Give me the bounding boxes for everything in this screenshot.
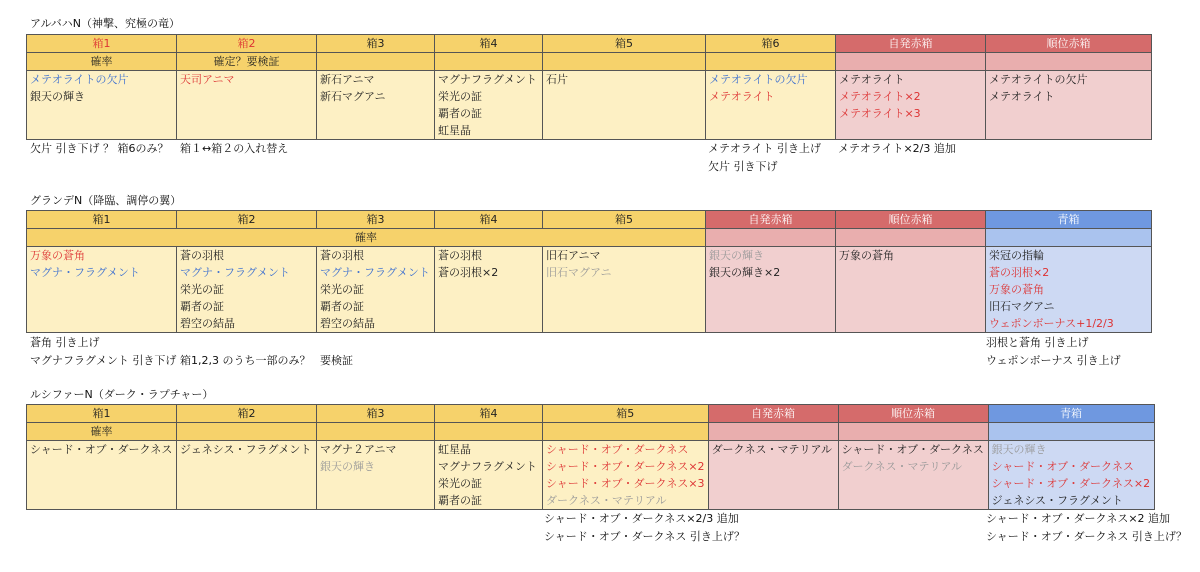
s3-cell[interactable]	[27, 475, 177, 492]
s1-cell[interactable]	[986, 105, 1152, 122]
s2-note: マグナフラグメント 引き下げ	[30, 354, 177, 367]
s2-cell[interactable]	[706, 298, 836, 315]
s2-cell[interactable]	[836, 315, 986, 333]
s2-cell[interactable]: 銀天の輝き	[706, 247, 836, 265]
s2-header-box4[interactable]: 箱4	[435, 211, 543, 229]
s3-note: シャード・オブ・ダークネス×2 追加	[986, 512, 1171, 525]
s2-cell[interactable]	[27, 315, 177, 333]
s3-cell[interactable]: マグナ２アニマ	[317, 441, 435, 459]
s2-header-box5[interactable]: 箱5	[543, 211, 706, 229]
s2-cell[interactable]: 蒼の羽根	[177, 247, 317, 265]
s2-note: 蒼角 引き上げ	[30, 336, 100, 349]
s1-header-box3[interactable]: 箱3	[317, 35, 435, 53]
s2-cell[interactable]	[836, 281, 986, 298]
s2-note: 羽根と蒼角 引き上げ	[986, 336, 1089, 349]
s3-header-box2[interactable]: 箱2	[177, 405, 317, 423]
s1-cell[interactable]: メテオライトの欠片	[27, 71, 177, 89]
s1-cell[interactable]	[543, 105, 706, 122]
s2-cell[interactable]	[706, 281, 836, 298]
s3-cell[interactable]	[317, 475, 435, 492]
s3-cell[interactable]: シャード・オブ・ダークネス	[838, 441, 988, 459]
s3-sub-empty[interactable]	[177, 423, 317, 441]
s2-cell[interactable]: 碧空の結晶	[317, 315, 435, 333]
s3-header-box3[interactable]: 箱3	[317, 405, 435, 423]
s1-cell[interactable]	[836, 122, 986, 140]
s1-cell[interactable]	[177, 88, 317, 105]
s1-cell[interactable]: メテオライト×3	[836, 105, 986, 122]
s2-header-box1[interactable]: 箱1	[27, 211, 177, 229]
s2-sub-probability[interactable]: 確率	[27, 229, 706, 247]
s2-cell[interactable]: 銀天の輝き×2	[706, 264, 836, 281]
s2-cell[interactable]: 覇者の証	[177, 298, 317, 315]
s2-cell[interactable]: 旧石マグアニ	[986, 298, 1152, 315]
s2-cell[interactable]: 蒼の羽根×2	[986, 264, 1152, 281]
s2-cell[interactable]: 万象の蒼角	[836, 247, 986, 265]
s3-note: シャード・オブ・ダークネス×2/3 追加	[544, 512, 739, 525]
s1-sub-empty[interactable]	[986, 53, 1152, 71]
s2-cell[interactable]: 栄光の証	[317, 281, 435, 298]
s2-cell[interactable]: 碧空の結晶	[177, 315, 317, 333]
s3-cell[interactable]: シャード・オブ・ダークネス×2	[988, 475, 1154, 492]
s3-sub-empty[interactable]	[838, 423, 988, 441]
s1-note: 欠片 引き下げ ？ 箱6のみ？	[30, 142, 169, 155]
s2-header-rank-red[interactable]: 順位赤箱	[836, 211, 986, 229]
s1-sub-confirm[interactable]: 確定？要検証	[177, 53, 317, 71]
s3-note: シャード・オブ・ダークネス 引き上げ？	[544, 530, 745, 543]
s2-header-blue[interactable]: 青箱	[986, 211, 1152, 229]
section2-table	[26, 210, 1152, 333]
s2-cell[interactable]: ウェポンボーナス+1/2/3	[986, 315, 1152, 333]
s3-cell[interactable]: ダークネス・マテリアル	[838, 458, 988, 475]
s3-cell[interactable]	[177, 492, 317, 510]
s2-note: 箱1,2,3 のうち一部のみ？	[180, 354, 311, 367]
s3-sub-empty[interactable]	[435, 423, 543, 441]
section3-table	[26, 404, 1155, 510]
s2-sub-empty[interactable]	[986, 229, 1152, 247]
s3-sub-empty[interactable]	[543, 423, 709, 441]
s2-cell[interactable]	[543, 315, 706, 333]
s2-cell[interactable]	[27, 298, 177, 315]
s2-cell[interactable]	[435, 281, 543, 298]
s1-cell[interactable]: 新石マグアニ	[317, 88, 435, 105]
s1-sub-probability[interactable]: 確率	[27, 53, 177, 71]
s2-cell[interactable]: 万象の蒼角	[27, 247, 177, 265]
s2-cell[interactable]: マグナ・フラグメント	[317, 264, 435, 281]
s3-cell[interactable]	[27, 458, 177, 475]
s1-cell[interactable]: メテオライト×2	[836, 88, 986, 105]
s3-cell[interactable]	[177, 458, 317, 475]
s3-cell[interactable]: シャード・オブ・ダークネス×2	[543, 458, 709, 475]
s3-cell[interactable]: シャード・オブ・ダークネス×3	[543, 475, 709, 492]
s1-header-box5[interactable]: 箱5	[543, 35, 706, 53]
s1-sub-empty[interactable]	[435, 53, 543, 71]
s3-sub-probability[interactable]: 確率	[27, 423, 177, 441]
s1-header-box2[interactable]: 箱2	[177, 35, 317, 53]
s1-cell[interactable]	[317, 122, 435, 140]
s3-cell[interactable]: シャード・オブ・ダークネス	[988, 458, 1154, 475]
s2-cell[interactable]: マグナ・フラグメント	[177, 264, 317, 281]
s1-cell[interactable]: 虹星晶	[435, 122, 543, 140]
s1-cell[interactable]: 覇者の証	[435, 105, 543, 122]
s2-cell[interactable]: 蒼の羽根×2	[435, 264, 543, 281]
s3-cell[interactable]	[708, 492, 838, 510]
s1-cell[interactable]	[543, 122, 706, 140]
s1-sub-empty[interactable]	[317, 53, 435, 71]
s1-cell[interactable]: メテオライトの欠片	[706, 71, 836, 89]
s2-cell[interactable]	[27, 281, 177, 298]
s3-cell[interactable]: 覇者の証	[435, 492, 543, 510]
s1-cell[interactable]	[177, 122, 317, 140]
s3-cell[interactable]: ダークネス・マテリアル	[708, 441, 838, 459]
s3-cell[interactable]: 栄光の証	[435, 475, 543, 492]
s2-cell[interactable]	[706, 315, 836, 333]
s2-cell[interactable]	[435, 298, 543, 315]
s3-cell[interactable]: ジェネシス・フラグメント	[177, 441, 317, 459]
s1-sub-empty[interactable]	[543, 53, 706, 71]
s3-cell[interactable]	[708, 458, 838, 475]
s3-cell[interactable]: シャード・オブ・ダークネス	[27, 441, 177, 459]
s2-cell[interactable]: マグナ・フラグメント	[27, 264, 177, 281]
s1-cell[interactable]	[986, 122, 1152, 140]
s1-cell[interactable]: 銀天の輝き	[27, 88, 177, 105]
section1-title: アルバハN（神撃、究極の竜）	[30, 17, 181, 30]
s3-cell[interactable]: ジェネシス・フラグメント	[988, 492, 1154, 510]
s1-cell[interactable]: メテオライト	[836, 71, 986, 89]
s1-header-box4[interactable]: 箱4	[435, 35, 543, 53]
section1-table	[26, 34, 1152, 140]
s3-cell[interactable]	[177, 475, 317, 492]
s1-cell[interactable]	[27, 122, 177, 140]
s3-cell[interactable]: ダークネス・マテリアル	[543, 492, 709, 510]
s1-cell[interactable]: 石片	[543, 71, 706, 89]
s2-cell[interactable]: 旧石マグアニ	[543, 264, 706, 281]
s1-note: 箱１↔箱２の入れ替え	[180, 142, 289, 155]
s3-cell[interactable]	[838, 475, 988, 492]
s1-cell[interactable]: メテオライト	[706, 88, 836, 105]
s1-header-rank-red[interactable]: 順位赤箱	[986, 35, 1152, 53]
s3-cell[interactable]: マグナフラグメント	[435, 458, 543, 475]
s3-cell[interactable]	[27, 492, 177, 510]
s3-cell[interactable]	[317, 492, 435, 510]
s2-cell[interactable]: 覇者の証	[317, 298, 435, 315]
s1-cell[interactable]	[706, 122, 836, 140]
s2-header-self-red[interactable]: 自発赤箱	[706, 211, 836, 229]
s2-cell[interactable]: 栄冠の指輪	[986, 247, 1152, 265]
s3-sub-empty[interactable]	[988, 423, 1154, 441]
s3-cell[interactable]: 銀天の輝き	[988, 441, 1154, 459]
s1-header-self-red[interactable]: 自発赤箱	[836, 35, 986, 53]
s3-header-self-red[interactable]: 自発赤箱	[708, 405, 838, 423]
s2-cell[interactable]	[543, 281, 706, 298]
s3-header-box4[interactable]: 箱4	[435, 405, 543, 423]
s1-header-box1[interactable]: 箱1	[27, 35, 177, 53]
s2-note: 要検証	[320, 354, 353, 367]
s2-sub-empty[interactable]	[836, 229, 986, 247]
s3-cell[interactable]: 銀天の輝き	[317, 458, 435, 475]
s2-cell[interactable]: 蒼の羽根	[317, 247, 435, 265]
s2-cell[interactable]	[836, 298, 986, 315]
s1-sub-empty[interactable]	[706, 53, 836, 71]
s2-cell[interactable]	[435, 315, 543, 333]
s2-sub-empty[interactable]	[706, 229, 836, 247]
s3-header-box1[interactable]: 箱1	[27, 405, 177, 423]
s1-cell[interactable]	[706, 105, 836, 122]
s1-cell[interactable]	[177, 105, 317, 122]
s1-cell[interactable]	[543, 88, 706, 105]
s2-header-box3[interactable]: 箱3	[317, 211, 435, 229]
s1-cell[interactable]	[317, 105, 435, 122]
s2-cell[interactable]: 栄光の証	[177, 281, 317, 298]
s1-cell[interactable]: メテオライト	[986, 88, 1152, 105]
s2-cell[interactable]	[836, 264, 986, 281]
s2-cell[interactable]	[543, 298, 706, 315]
s3-sub-empty[interactable]	[317, 423, 435, 441]
s1-cell[interactable]: メテオライトの欠片	[986, 71, 1152, 89]
s2-note: ウェポンボーナス 引き上げ	[986, 354, 1121, 367]
s1-cell[interactable]: 天司アニマ	[177, 71, 317, 89]
s2-header-box2[interactable]: 箱2	[177, 211, 317, 229]
s2-cell[interactable]: 万象の蒼角	[986, 281, 1152, 298]
s3-cell[interactable]: シャード・オブ・ダークネス	[543, 441, 709, 459]
s2-cell[interactable]: 蒼の羽根	[435, 247, 543, 265]
s1-cell[interactable]: マグナフラグメント	[435, 71, 543, 89]
s3-cell[interactable]	[708, 475, 838, 492]
s3-header-box5[interactable]: 箱5	[543, 405, 709, 423]
s3-sub-empty[interactable]	[708, 423, 838, 441]
section2-title: グランデN（降臨、調停の翼）	[30, 194, 182, 207]
section3-title: ルシファーN（ダーク・ラプチャー）	[30, 388, 214, 401]
s1-note: メテオライト×2/3 追加	[838, 142, 956, 155]
s3-header-rank-red[interactable]: 順位赤箱	[838, 405, 988, 423]
s1-note: 欠片 引き下げ	[708, 160, 778, 173]
s1-cell[interactable]: 新石アニマ	[317, 71, 435, 89]
s3-cell[interactable]	[838, 492, 988, 510]
s1-cell[interactable]	[27, 105, 177, 122]
s3-note: シャード・オブ・ダークネス 引き上げ？	[986, 530, 1187, 543]
s3-cell[interactable]: 虹星晶	[435, 441, 543, 459]
s1-cell[interactable]: 栄光の証	[435, 88, 543, 105]
s3-header-blue[interactable]: 青箱	[988, 405, 1154, 423]
s1-sub-empty[interactable]	[836, 53, 986, 71]
s1-header-box6[interactable]: 箱6	[706, 35, 836, 53]
s2-cell[interactable]: 旧石アニマ	[543, 247, 706, 265]
s1-note: メテオライト 引き上げ	[708, 142, 821, 155]
